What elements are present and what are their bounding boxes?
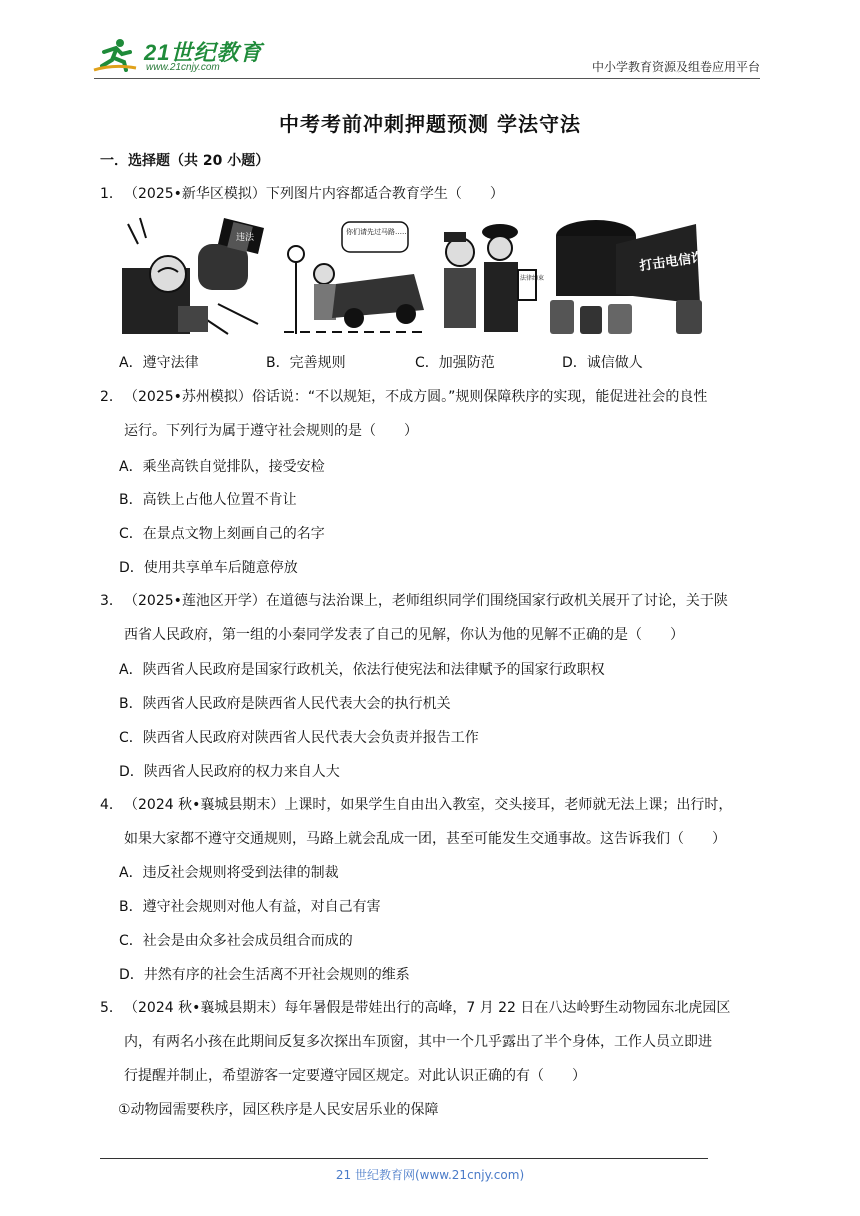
option-a[interactable]: A．遵守法律 — [119, 355, 199, 371]
question-1 — [100, 177, 762, 211]
footer-divider — [100, 1158, 708, 1159]
question-1-images — [118, 214, 718, 338]
image-label-4: 打击电信诈骗 — [638, 248, 718, 275]
question-number: 5． — [100, 1000, 123, 1016]
question-text-line-3: 行提醒并制止，希望游客一定要遵守园区规定。对此认识正确的有（ ） — [124, 1068, 586, 1084]
option-d[interactable]: D．使用共享单车后随意停放 — [119, 560, 298, 576]
question-text-line-1: （2024 秋•襄城县期末）上课时，如果学生自由出入教室，交头接耳，老师就无法上课；出行时， — [124, 797, 733, 813]
question-text-line-1: （2024 秋•襄城县期末）每年暑假是带娃出行的高峰，7 月 22 日在八达岭野生动物园东北虎园区 — [124, 1000, 731, 1016]
option-c[interactable]: C．陕西省人民政府对陕西省人民代表大会负责并报告工作 — [119, 730, 479, 746]
option-d[interactable]: D．诚信做人 — [562, 355, 643, 371]
image-label-3: 法律约束 — [520, 275, 545, 282]
header-divider — [94, 78, 760, 79]
question-text-line-2: 内，有两名小孩在此期间反复多次探出车顶窗，其中一个几乎露出了半个身体，工作人员立即进 — [124, 1034, 712, 1050]
page-header — [94, 34, 760, 78]
option-a[interactable]: A．违反社会规则将受到法律的制裁 — [119, 865, 339, 881]
cartoon-rules-illustration — [284, 214, 426, 338]
question-5 — [100, 991, 762, 1093]
option-a[interactable]: A．陕西省人民政府是国家行政机关，依法行使宪法和法律赋予的国家行政职权 — [119, 662, 605, 678]
cartoon-police-illustration — [438, 214, 545, 338]
speech-bubble-text: 你们请先过马路…… — [346, 228, 409, 236]
question-4 — [100, 788, 762, 856]
question-2 — [100, 380, 762, 448]
option-b[interactable]: B．陕西省人民政府是陕西省人民代表大会的执行机关 — [119, 696, 451, 712]
site-logo — [94, 34, 264, 78]
option-c[interactable]: C．社会是由众多社会成员组合而成的 — [119, 933, 353, 949]
option-b[interactable]: B．高铁上占他人位置不肯让 — [119, 492, 297, 508]
option-d[interactable]: D．陕西省人民政府的权力来自人大 — [119, 764, 340, 780]
option-d[interactable]: D．井然有序的社会生活离不开社会规则的维系 — [119, 967, 410, 983]
question-text-line-2: 运行。下列行为属于遵守社会规则的是（ ） — [124, 423, 418, 439]
option-b[interactable]: B．遵守社会规则对他人有益，对自己有害 — [119, 899, 381, 915]
question-text-line-2: 西省人民政府，第一组的小秦同学发表了自己的见解，你认为他的见解不正确的是（ ） — [124, 627, 684, 643]
question-text-line-2: 如果大家都不遵守交通规则，马路上就会乱成一团，甚至可能发生交通事故。这告诉我们（ ） — [124, 831, 726, 847]
option-a[interactable]: A．乘坐高铁自觉排队，接受安检 — [119, 459, 325, 475]
page-title: 中考考前冲刺押题预测 学法守法 — [279, 112, 581, 136]
question-text-line-1: （2025•莲池区开学）在道德与法治课上，老师组织同学们围绕国家行政机关展开了讨论，关于陕 — [124, 593, 728, 609]
question-number: 4． — [100, 797, 123, 813]
question-3 — [100, 584, 762, 652]
page-footer[interactable]: 21 世纪教育网(www.21cnjy.com) — [335, 1168, 525, 1182]
question-number: 2． — [100, 389, 123, 405]
section-heading: 一．选择题（共 20 小题） — [100, 153, 270, 169]
question-number: 3． — [100, 593, 123, 609]
logo-text: 21世纪教育 — [144, 40, 263, 65]
cartoon-law-illustration — [118, 214, 268, 338]
option-b[interactable]: B．完善规则 — [266, 355, 346, 371]
option-c[interactable]: C．加强防范 — [415, 355, 495, 371]
question-number: 1． — [100, 186, 123, 202]
platform-name: 中小学教育资源及组卷应用平台 — [591, 60, 760, 74]
question-text-line-1: （2025•苏州模拟）俗话说：“不以规矩，不成方圆。”规则保障秩序的实现，能促进社会的良性 — [124, 389, 708, 405]
cartoon-fraud-illustration — [546, 214, 718, 338]
question-text: （2025•新华区模拟）下列图片内容都适合教育学生（ ） — [124, 186, 504, 202]
statement-1: ①动物园需要秩序，园区秩序是人民安居乐业的保障 — [118, 1102, 439, 1118]
logo-url: www.21cnjy.com — [146, 62, 220, 73]
image-label-1: 违法 — [236, 233, 255, 243]
option-c[interactable]: C．在景点文物上刻画自己的名字 — [119, 526, 325, 542]
runner-logo-icon — [94, 38, 138, 72]
